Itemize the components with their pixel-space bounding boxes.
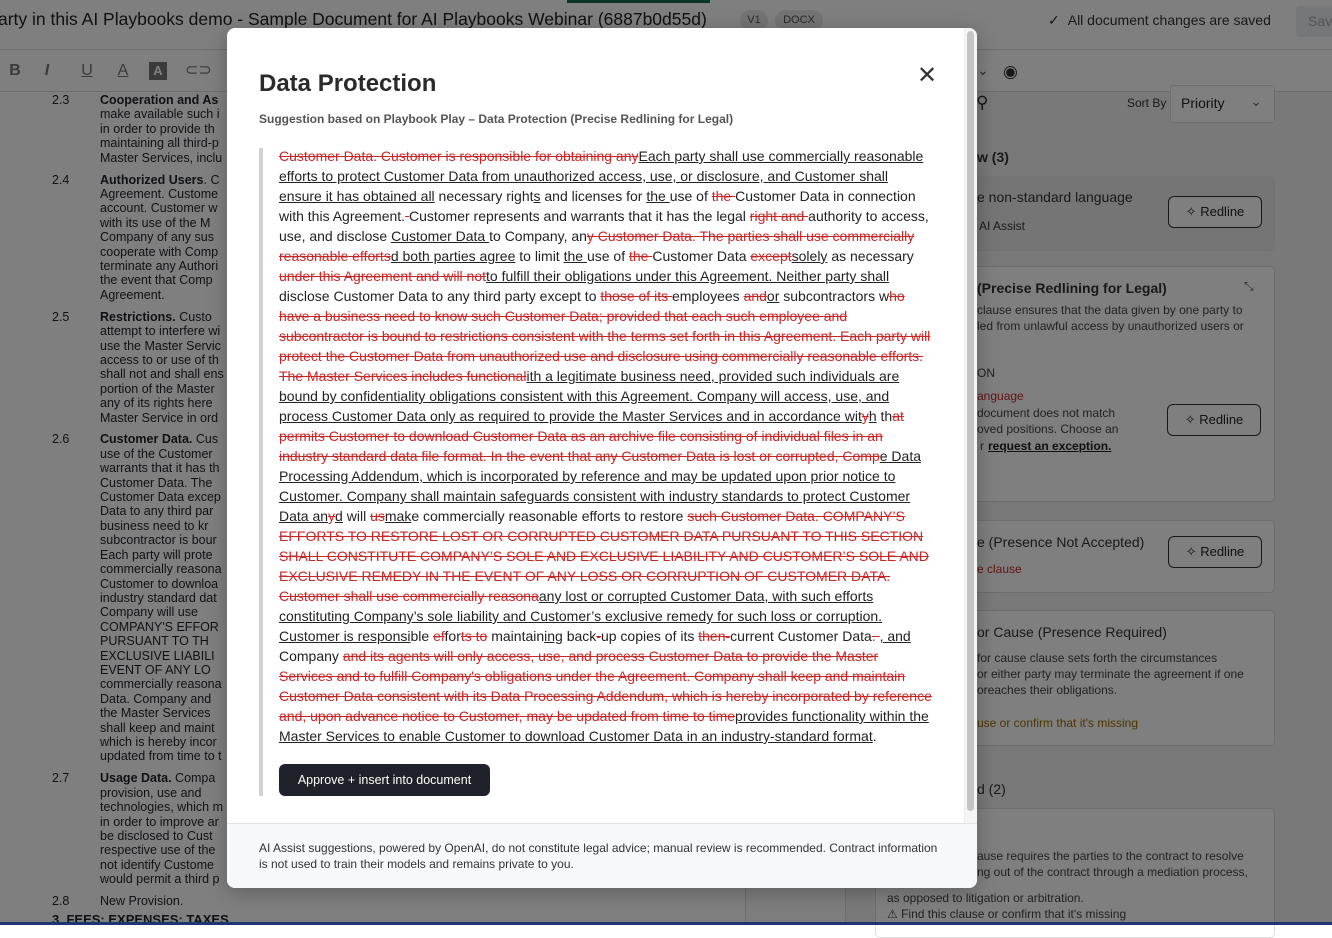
unchanged-text: as necessary — [827, 248, 914, 264]
unchanged-text: use of — [669, 188, 712, 204]
inserted-text: or — [766, 288, 780, 304]
deleted-text: under this Agreement and will not — [279, 268, 487, 284]
deleted-text: except — [750, 248, 792, 264]
unchanged-text: subcontractors w — [779, 288, 890, 304]
deleted-text: y — [328, 508, 336, 524]
deleted-text: ts to — [460, 628, 488, 644]
unchanged-text: disclose Customer Data to any third party except to — [279, 288, 601, 304]
unchanged-text: back — [562, 628, 597, 644]
unchanged-text: employees — [671, 288, 744, 304]
quote-bar — [259, 148, 263, 796]
inserted-text: s — [533, 188, 541, 204]
inserted-text: e Data Processing Addendum, which is incorporated by reference and may be updated upon prior notice to Customer. Company shall maintain safeguards consistent with industry standards to protect Customer Data an — [279, 448, 921, 524]
unchanged-text: to Company, an — [489, 228, 587, 244]
deleted-text: those of its — [600, 288, 672, 304]
inserted-text: ith a legitimate business need, provided such individuals are bound by confidentiality obligations consistent with this Agreement. Company will access, use, and process Customer Data only as required to provide the Master Services and in accordance wit — [279, 368, 900, 424]
deleted-text: and its agents will only access, use, and process Customer Data to provide the Master Services and to fulfill Company's obligations under the Agreement. Company shall keep and maintain Customer Data consistent with its Data Processing Addendum, which is hereby incorporated by reference and, upon advance notice to Customer, may be updated from time to time — [279, 648, 932, 724]
unchanged-text: th — [876, 408, 893, 424]
deleted-text: us — [370, 508, 385, 524]
inserted-text: Each party shall use commercially reasonable efforts to protect Customer Data from unauthorized access, use, or disclosure, and Customer shall ensure it has obtained all — [279, 148, 924, 204]
unchanged-text: Customer Data — [652, 248, 751, 264]
scrollbar-thumb[interactable] — [967, 31, 974, 811]
inserted-text: , and — [879, 628, 911, 644]
unchanged-text: e commercially reasonable efforts to restore — [411, 508, 688, 524]
unchanged-text: maintain — [487, 628, 545, 644]
unchanged-text: necessary right — [434, 188, 534, 204]
dialog-subtitle: Suggestion based on Playbook Play – Data Protection (Precise Redlining for Legal) — [259, 112, 734, 126]
unchanged-text: current Customer Data — [730, 628, 872, 644]
redline-text — [279, 146, 934, 746]
inserted-text: mak — [384, 508, 412, 524]
unchanged-text: Company — [279, 648, 343, 664]
inserted-text: the — [563, 248, 587, 264]
deleted-text: at permits Customer to download Customer Data as an archive file consisting of individual files in an industry standard data file format. In the event that any Customer Data is lost or corrupted, Comp — [279, 408, 904, 464]
deleted-text: . — [871, 628, 880, 644]
inserted-text: Customer Data — [391, 228, 490, 244]
unchanged-text: will — [342, 508, 371, 524]
inserted-text: d both parties agree — [390, 248, 516, 264]
deleted-text: such Customer Data. COMPANY’S EFFORTS TO RESTORE LOST OR CORRUPTED CUSTOMER DATA PURSUANT TO THIS SECTION SHALL CONSTITUTE COMPANY’S SOLE AND EXCLUSIVE LIABILITY AND CUSTOMER’S SOLE AND EXCLUSIVE REMEDY IN THE EVENT OF ANY LOSS OR CORRUPTION OF CUSTOMER DATA. Customer shall use commercially reasona — [279, 508, 929, 604]
dialog-scrollbar[interactable] — [964, 28, 977, 823]
dialog-footer — [227, 823, 977, 888]
inserted-text: solely — [791, 248, 828, 264]
unchanged-text: . — [872, 728, 877, 744]
unchanged-text: authority to access, use, and disclose — [279, 208, 929, 244]
disclaimer-text: AI Assist suggestions, powered by OpenAI, do not constitute legal advice; manual review is recommended. Contract information is not used to train their models and remains private to you. — [259, 841, 938, 871]
deleted-text: y — [861, 408, 869, 424]
unchanged-text: and licenses for — [540, 188, 647, 204]
unchanged-text: up copies of its — [600, 628, 699, 644]
deleted-text: ef — [433, 628, 445, 644]
inserted-text: h — [868, 408, 877, 424]
deleted-text: and — [743, 288, 767, 304]
unchanged-text: use of — [586, 248, 629, 264]
deleted-text: then- — [698, 628, 731, 644]
deleted-text: the — [711, 188, 736, 204]
dialog-title: Data Protection — [259, 70, 437, 97]
unchanged-text: ble — [410, 628, 434, 644]
unchanged-text: Customer Data in connection with this Agreement. — [279, 188, 916, 224]
deleted-text: ho have a business need to know such Customer Data; provided that each such employee and subcontractor is bound to restrictions consistent with the terms set forth in this Agreement. Each party will protect the Customer Data from unauthorized use and disclosure using commercially reasonable efforts. The Master Services includes functional — [279, 288, 931, 384]
inserted-text: ing — [544, 628, 563, 644]
redline-suggestion-dialog — [227, 28, 977, 888]
deleted-text: Customer Data. Customer is responsible for obtaining any — [279, 148, 639, 164]
deleted-text: right and — [749, 208, 809, 224]
inserted-text: to fulfill their obligations under this Agreement. Neither party shall — [486, 268, 890, 284]
deleted-text: y Customer Data. The parties shall use commercially reasonable efforts — [279, 228, 915, 264]
inserted-text: the — [646, 188, 670, 204]
deleted-text: the — [628, 248, 653, 264]
inserted-text: d — [335, 508, 343, 524]
unchanged-text: to limit — [515, 248, 564, 264]
approve-insert-button[interactable]: Approve + insert into document — [279, 764, 490, 796]
inserted-text: any lost or corrupted Customer Data, with such efforts constituting Company’s sole liability and Customer’s exclusive remedy for such loss or corruption. Customer is responsi — [279, 588, 883, 644]
inserted-text: provides functionality within the Master Services to enable Customer to download Customer Data in an industry-standard format — [279, 708, 929, 744]
close-icon[interactable]: ✕ — [917, 62, 938, 89]
deleted-text: - — [596, 628, 601, 644]
unchanged-text: Customer represents and warrants that it has the legal — [408, 208, 750, 224]
unchanged-text: for — [444, 628, 461, 644]
